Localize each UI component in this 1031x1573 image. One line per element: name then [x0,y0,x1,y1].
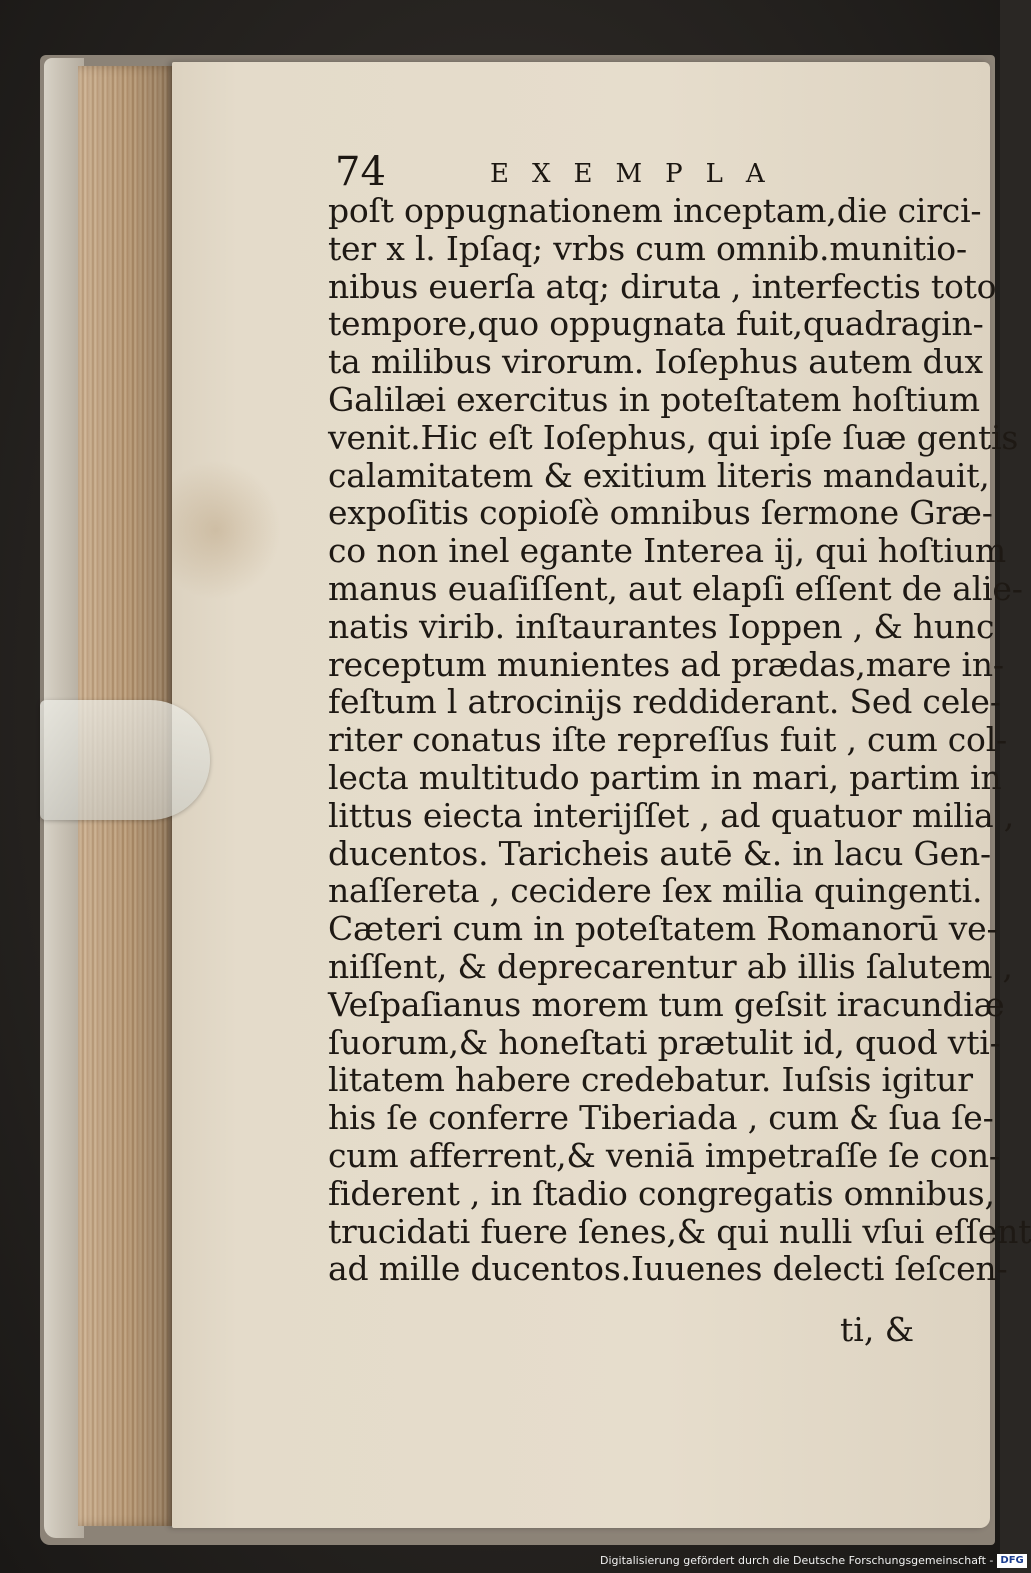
text-line: nibus euerſa atq; diruta , interfectis toto [328,266,997,306]
page-stain [172,460,282,600]
text-line: littus eiecta interijſſet , ad quatuor milia , [328,795,1015,835]
digitization-credit [600,1552,1024,1570]
bookmark-tab [40,700,210,820]
text-line: Galilæi exercitus in poteſtatem hoſtium [328,379,980,419]
catchword: ti, & [840,1310,915,1349]
text-line: riter conatus iſte repreſſus fuit , cum col- [328,720,1008,760]
running-head-title: EXEMPLA [490,159,788,189]
text-line: expoſitis copioſè omnibus ſermone Græ- [328,493,993,533]
text-line: ter x l. Ipſaq; vrbs cum omnib.munitio- [328,228,967,268]
text-line: his ſe conferre Tiberiada , cum & ſua ſe- [328,1098,994,1138]
text-line: natis virib. inſtaurantes Ioppen , & hunc [328,606,995,646]
text-line: lecta multitudo partim in mari, partim in [328,757,1002,797]
body-text [328,191,1031,1289]
text-line: cum afferrent,& veniā impetraſſe ſe con- [328,1135,1000,1175]
credit-text: Digitalisierung gefördert durch die Deutsche Forschungsgemeinschaft - [600,1554,994,1567]
dfg-logo: DFG [997,1554,1026,1568]
text-line: venit.Hic eſt Ioſephus, qui ipſe ſuæ gentis [328,417,1019,457]
text-line: poſt oppugnationem inceptam,die circi- [328,191,982,230]
page-number: 74 [335,149,386,195]
text-line: litatem habere credebatur. Iuſsis igitur [328,1060,973,1100]
text-line: ad mille ducentos.Iuuenes delecti ſeſcen- [328,1249,1008,1289]
text-line: calamitatem & exitium literis mandauit, [328,455,990,495]
text-line: Veſpaſianus morem tum geſsit iracundiæ [328,984,1005,1024]
text-line: co non inel egante Interea ij, qui hoſtium [328,531,1006,571]
text-line: trucidati fuere ſenes,& qui nulli vſui eſſent [328,1211,1031,1251]
text-line: manus euaſiſſent, aut elapſi eſſent de alie- [328,568,1023,608]
text-line: ducentos. Taricheis autē &. in lacu Gen- [328,833,991,873]
text-line: niſſent, & deprecarentur ab illis ſalutem , [328,946,1013,986]
text-line: naſſereta , cecidere ſex milia quingenti. [328,871,983,911]
text-line: tempore,quo oppugnata fuit,quadragin- [328,304,984,344]
text-line: ta milibus virorum. Ioſephus autem dux [328,342,983,382]
text-line: feſtum l atrocinijs reddiderant. Sed cele- [328,682,1001,722]
text-line: receptum munientes ad prædas,mare in- [328,644,1004,684]
text-line: Cæteri cum in poteſtatem Romanorū ve- [328,909,998,949]
text-line: fiderent , in ſtadio congregatis omnibus, [328,1173,995,1213]
text-line: ſuorum,& honeſtati prætulit id, quod vti- [328,1022,1001,1062]
